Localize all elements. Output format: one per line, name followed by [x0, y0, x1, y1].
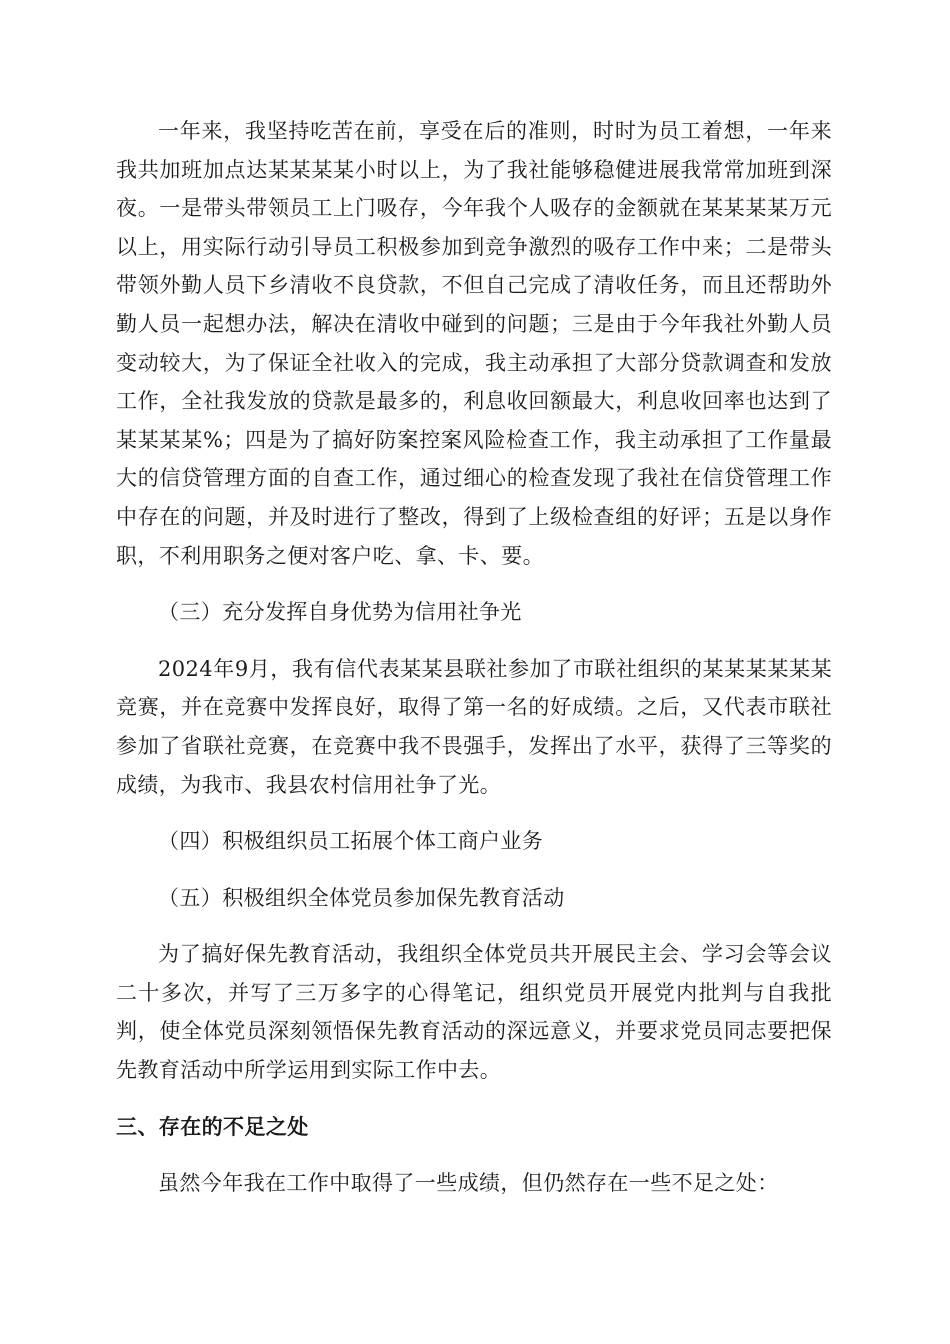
body-paragraph: 为了搞好保先教育活动，我组织全体党员共开展民主会、学习会等会议二十多次，并写了三万多字的心得笔记，组织党员开展党内批判与自我批判，使全体党员深刻领悟保先教育活动的深远意义，并要求党员同志要把保先教育活动中所学运用到实际工作中去。	[116, 942, 832, 1083]
document-page	[116, 112, 832, 1221]
subheading: （五）积极组织全体党员参加保先教育活动	[158, 885, 565, 910]
body-paragraph: 2024年9月，我有信代表某某县联社参加了市联社组织的某某某某某某竞赛，并在竞赛中发挥良好，取得了第一名的好成绩。之后，又代表市联社参加了省联社竞赛，在竞赛中我不畏强手，发挥出了水平，获得了三等奖的成绩，为我市、我县农村信用社争了光。	[116, 656, 832, 797]
subheading: （四）积极组织员工拓展个体工商户业务	[158, 829, 544, 854]
section-heading: 三、存在的不足之处	[116, 1114, 309, 1139]
subheading: （三）充分发挥自身优势为信用社争光	[158, 600, 522, 625]
body-paragraph: 一年来，我坚持吃苦在前，享受在后的准则，时时为员工着想，一年来我共加班加点达某某某某小时以上，为了我社能够稳健进展我常常加班到深夜。一是带头带领员工上门吸存，今年我个人吸存的金额就在某某某某万元以上，用实际行动引导员工积极参加到竞争激烈的吸存工作中来；二是带头带领外勤人员下乡清收不良贷款，不但自己完成了清收任务，而且还帮助外勤人员一起想办法，解决在清收中碰到的问题；三是由于今年我社外勤人员变动较大，为了保证全社收入的完成，我主动承担了大部分贷款调查和发放工作，全社我发放的贷款是最多的，利息收回额最大，利息收回率也达到了某某某某%；四是为了搞好防案控案风险检查工作，我主动承担了工作量最大的信贷管理方面的自查工作，通过细心的检查发现了我社在信贷管理工作中存在的问题，并及时进行了整改，得到了上级检查组的好评；五是以身作职，不利用职务之便对客户吃、拿、卡、要。	[116, 119, 832, 568]
body-paragraph: 虽然今年我在工作中取得了一些成绩，但仍然存在一些不足之处：	[158, 1171, 779, 1196]
